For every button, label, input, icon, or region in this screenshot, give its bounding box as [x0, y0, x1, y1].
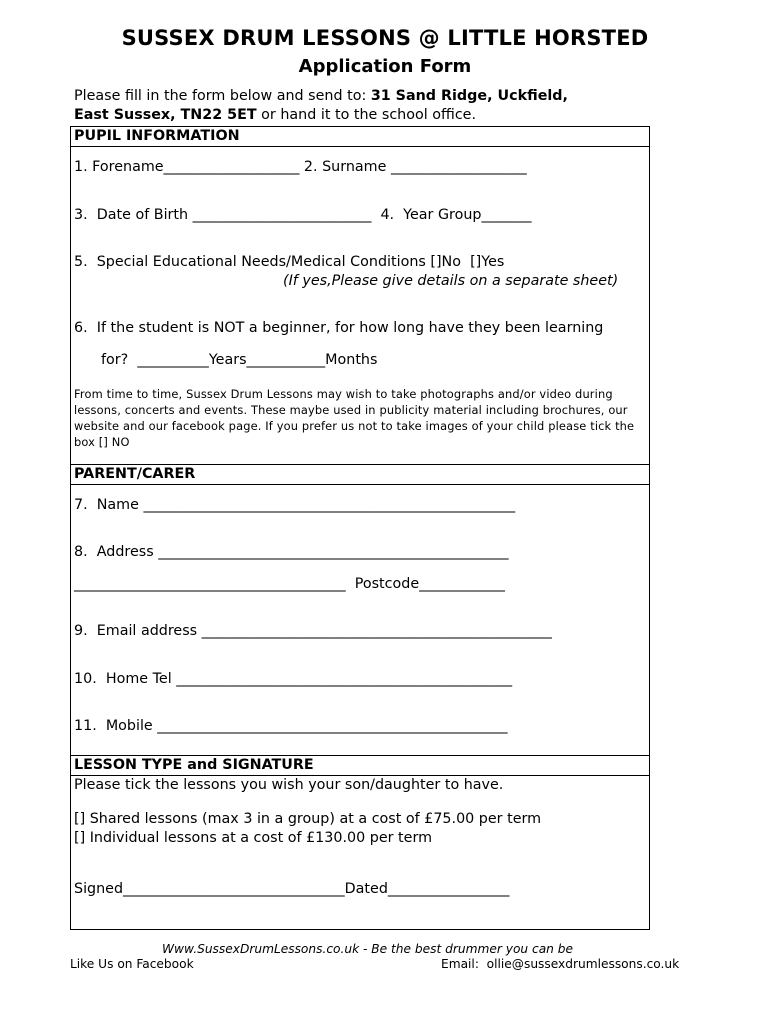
form-subtitle: Application Form [298, 56, 472, 77]
sen-medical-field[interactable]: 5. Special Educational Needs/Medical Conditions []No []Yes [74, 254, 505, 270]
address-field[interactable]: 8. Address _________________________________________________ [74, 544, 509, 560]
footer-tagline: Www.SussexDrumLessons.co.uk - Be the best drummer you can be [162, 942, 574, 956]
lesson-instruction: Please tick the lessons you wish your son/daughter to have. [74, 777, 504, 793]
shared-lessons-option[interactable]: [] Shared lessons (max 3 in a group) at a cost of £75.00 per term [74, 811, 542, 827]
signature-date-field[interactable]: Signed_______________________________Dated_________________ [74, 881, 510, 897]
parent-section-heading: PARENT/CARER [71, 465, 649, 485]
intro-prefix: Please fill in the form below and send to: [74, 88, 371, 104]
intro-address-line-2: East Sussex, TN22 5ET [74, 107, 257, 123]
intro-suffix: or hand it to the school office. [256, 107, 477, 123]
forename-surname-field[interactable]: 1. Forename___________________ 2. Surname ___________________ [74, 159, 527, 175]
dob-year-group-field[interactable]: 3. Date of Birth _________________________ 4. Year Group_______ [74, 207, 532, 223]
parent-name-field[interactable]: 7. Name ____________________________________________________ [74, 497, 516, 513]
mobile-field[interactable]: 11. Mobile _________________________________________________ [74, 718, 508, 734]
photo-consent-notice: From time to time, Sussex Drum Lessons may wish to take photographs and/or video during lessons, concerts and events. These maybe used in publicity material including brochures, our website and our facebook page. If you prefer us not to take images of your child please tick the box [] NO [74, 387, 635, 449]
email-field[interactable]: 9. Email address _________________________________________________ [74, 623, 552, 639]
lesson-section-heading: LESSON TYPE and SIGNATURE [71, 756, 649, 776]
intro-line-2 [74, 107, 476, 123]
page-title: SUSSEX DRUM LESSONS @ LITTLE HORSTED [121, 26, 649, 50]
intro-address-line-1: 31 Sand Ridge, Uckfield, [370, 88, 568, 104]
sen-medical-note: (If yes,Please give details on a separate sheet) [283, 273, 619, 289]
intro-line-1 [74, 88, 568, 104]
footer-email: Email: ollie@sussexdrumlessons.co.uk [441, 957, 680, 971]
pupil-section-heading: PUPIL INFORMATION [71, 127, 649, 147]
address-postcode-field[interactable]: ______________________________________ Postcode____________ [74, 576, 505, 592]
learning-duration-question: 6. If the student is NOT a beginner, for how long have they been learning [74, 320, 604, 336]
individual-lessons-option[interactable]: [] Individual lessons at a cost of £130.00 per term [74, 830, 433, 846]
application-form-box [70, 126, 650, 930]
learning-duration-field[interactable]: for? __________Years___________Months [101, 352, 378, 368]
footer-facebook: Like Us on Facebook [70, 957, 194, 971]
home-tel-field[interactable]: 10. Home Tel _______________________________________________ [74, 671, 513, 687]
